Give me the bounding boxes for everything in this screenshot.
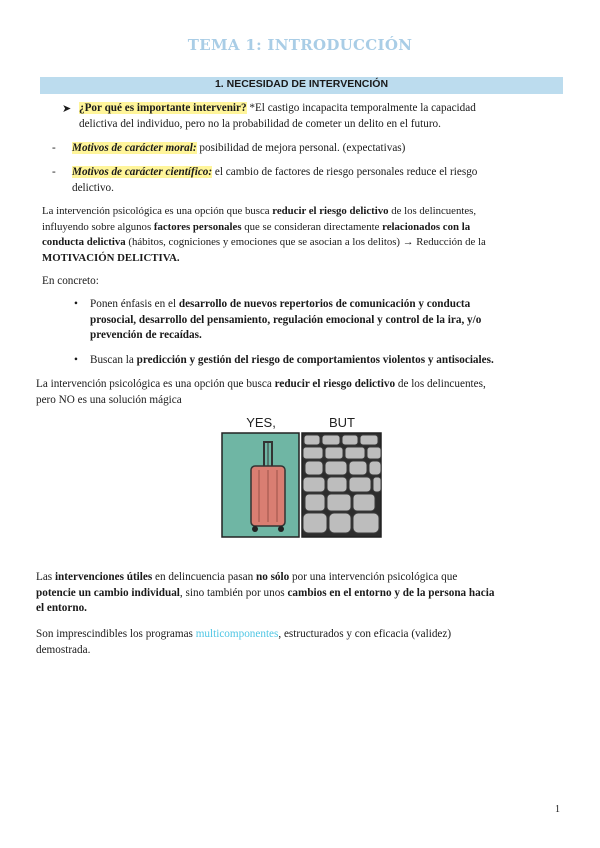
bullet-dot-icon: • bbox=[74, 298, 78, 310]
answer-text-2: delictiva del individuo, pero no la probabilidad de cometer un delito en el futuro. bbox=[79, 117, 441, 130]
question-text: ¿Por qué es importante intervenir? bbox=[79, 102, 247, 114]
motive-moral-text: posibilidad de mejora personal. (expectativas) bbox=[196, 142, 406, 154]
meme-right-label: BUT bbox=[329, 415, 355, 430]
page-title: TEMA 1: INTRODUCCIÓN bbox=[187, 36, 413, 54]
page-number: 1 bbox=[555, 804, 560, 815]
section-heading: 1. NECESIDAD DE INTERVENCIÓN bbox=[214, 78, 389, 90]
motive-moral bbox=[72, 141, 562, 157]
question-paragraph bbox=[79, 101, 562, 132]
answer-text-1: *El castigo incapacita temporalmente la capacidad bbox=[246, 102, 476, 114]
paragraph-no-magic: La intervención psicológica es una opción que busca reducir el riesgo delictivo de los delincuentes, pero NO es una solución mágica bbox=[36, 378, 486, 406]
paragraph-multicomponent: Son imprescindibles los programas multicomponentes, estructurados y con eficacia (validez) demostrada. bbox=[36, 628, 452, 656]
motive-scientific-label: Motivos de carácter científico: bbox=[72, 166, 213, 178]
bullet-dot-icon: • bbox=[74, 354, 78, 366]
motive-scientific-text-2: delictivo. bbox=[72, 181, 114, 194]
paragraph-useful-interventions: Las intervenciones útiles en delincuencia pasan no sólo por una intervención psicológica que potencie un cambio individual, sino también por unos cambios en el entorno y de la persona hacia el entorno. bbox=[36, 571, 495, 614]
meme-left-label: YES, bbox=[246, 415, 276, 430]
bullet-item-2: Buscan la predicción y gestión del riesgo de comportamientos violentos y antisociales. bbox=[90, 354, 494, 366]
section-heading-bar bbox=[40, 77, 563, 94]
dash-bullet: - bbox=[52, 142, 56, 154]
dash-bullet: - bbox=[52, 166, 56, 178]
motive-moral-label: Motivos de carácter moral: bbox=[72, 142, 197, 154]
motive-scientific-text: el cambio de factores de riesgo personales reduce el riesgo bbox=[212, 166, 478, 178]
arrow-bullet-icon: ➤ bbox=[62, 103, 72, 115]
multicomponentes-link: multicomponentes bbox=[195, 628, 279, 640]
bullet-item-1: Ponen énfasis en el desarrollo de nuevos repertorios de comunicación y conducta prosocial, desarrollo del pensamiento, regulación emocional y control de la ira, y/o prevención de recaídas. bbox=[90, 298, 482, 341]
en-concreto-label: En concreto: bbox=[42, 275, 99, 287]
motive-scientific bbox=[72, 165, 562, 196]
paragraph-intervention: La intervención psicológica es una opción que busca reducir el riesgo delictivo de los delincuentes, influyendo sobre algunos factores personales que se consideran directamente relacionados con la conducta delictiva (hábitos, cogniciones y emociones que se asocian a los delitos) → Reducción de la MOTIVACIÓN DELICTIVA. bbox=[42, 205, 486, 264]
yes-but-meme-image bbox=[221, 410, 382, 538]
